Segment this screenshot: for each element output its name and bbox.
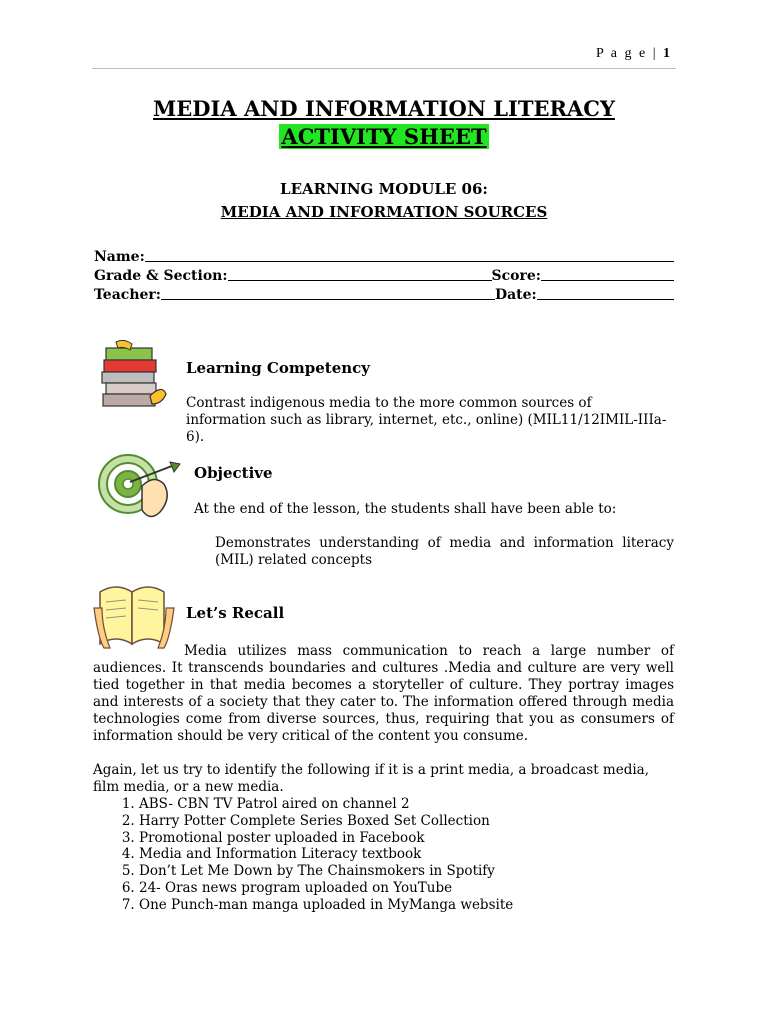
recall-paragraph: Media utilizes mass communication to reach a large number of audiences. It transcends boundaries and cultures .Media and culture are very well tied together in that media becomes a storyteller of culture. They portray images and interests of a society that they cater to. The information offered through media technologies come from diverse sources, thus, requiring that you as consumers of information should be very critical of the content you consume. — [93, 643, 674, 744]
page-label: P a g e | — [596, 46, 658, 61]
document-title: MEDIA AND INFORMATION LITERACY — [153, 96, 615, 121]
list-item: 7. One Punch-man manga uploaded in MyManga website — [139, 897, 674, 914]
score-blank[interactable] — [541, 268, 674, 281]
list-item: 6. 24- Oras news program uploaded on YouTube — [139, 880, 674, 897]
module-title: MEDIA AND INFORMATION SOURCES — [220, 203, 548, 221]
list-item: 4. Media and Information Literacy textbook — [139, 846, 674, 863]
score-label: Score: — [491, 268, 541, 284]
list-item: 2. Harry Potter Complete Series Boxed Set Collection — [139, 813, 674, 830]
grade-blank[interactable] — [228, 268, 492, 281]
objective-heading: Objective — [194, 464, 273, 482]
grade-label: Grade & Section: — [94, 268, 228, 284]
date-label: Date: — [494, 287, 537, 303]
media-items-list — [93, 796, 674, 914]
teacher-date-field[interactable] — [94, 287, 674, 303]
recall-instruction: Again, let us try to identify the following if it is a print media, a broadcast media, film media, or a new media. — [93, 762, 650, 795]
page-number: 1 — [663, 46, 672, 61]
date-blank[interactable] — [537, 287, 674, 300]
competency-heading: Learning Competency — [186, 359, 371, 377]
name-label: Name: — [94, 249, 145, 265]
objective-item: Demonstrates understanding of media and information literacy (MIL) related concepts — [215, 535, 674, 568]
module-number: LEARNING MODULE 06: — [280, 180, 488, 198]
competency-text: Contrast indigenous media to the more common sources of information such as library, internet, etc., online) (MIL11/12IMIL-IIIa-6). — [186, 395, 667, 445]
teacher-blank[interactable] — [161, 287, 495, 300]
document-subtitle: ACTIVITY SHEET — [281, 124, 487, 149]
list-item: 3. Promotional poster uploaded in Facebook — [139, 830, 674, 847]
target-icon — [96, 452, 184, 526]
header-divider — [92, 68, 676, 69]
name-field[interactable] — [94, 249, 674, 265]
books-icon — [100, 338, 170, 410]
list-item: 5. Don’t Let Me Down by The Chainsmokers in Spotify — [139, 863, 674, 880]
objective-intro: At the end of the lesson, the students shall have been able to: — [194, 501, 617, 517]
page-number-header — [596, 46, 672, 62]
grade-score-field[interactable] — [94, 268, 674, 284]
name-blank[interactable] — [145, 249, 674, 262]
teacher-label: Teacher: — [94, 287, 161, 303]
recall-heading: Let’s Recall — [186, 604, 285, 622]
list-item: 1. ABS- CBN TV Patrol aired on channel 2 — [139, 796, 674, 813]
